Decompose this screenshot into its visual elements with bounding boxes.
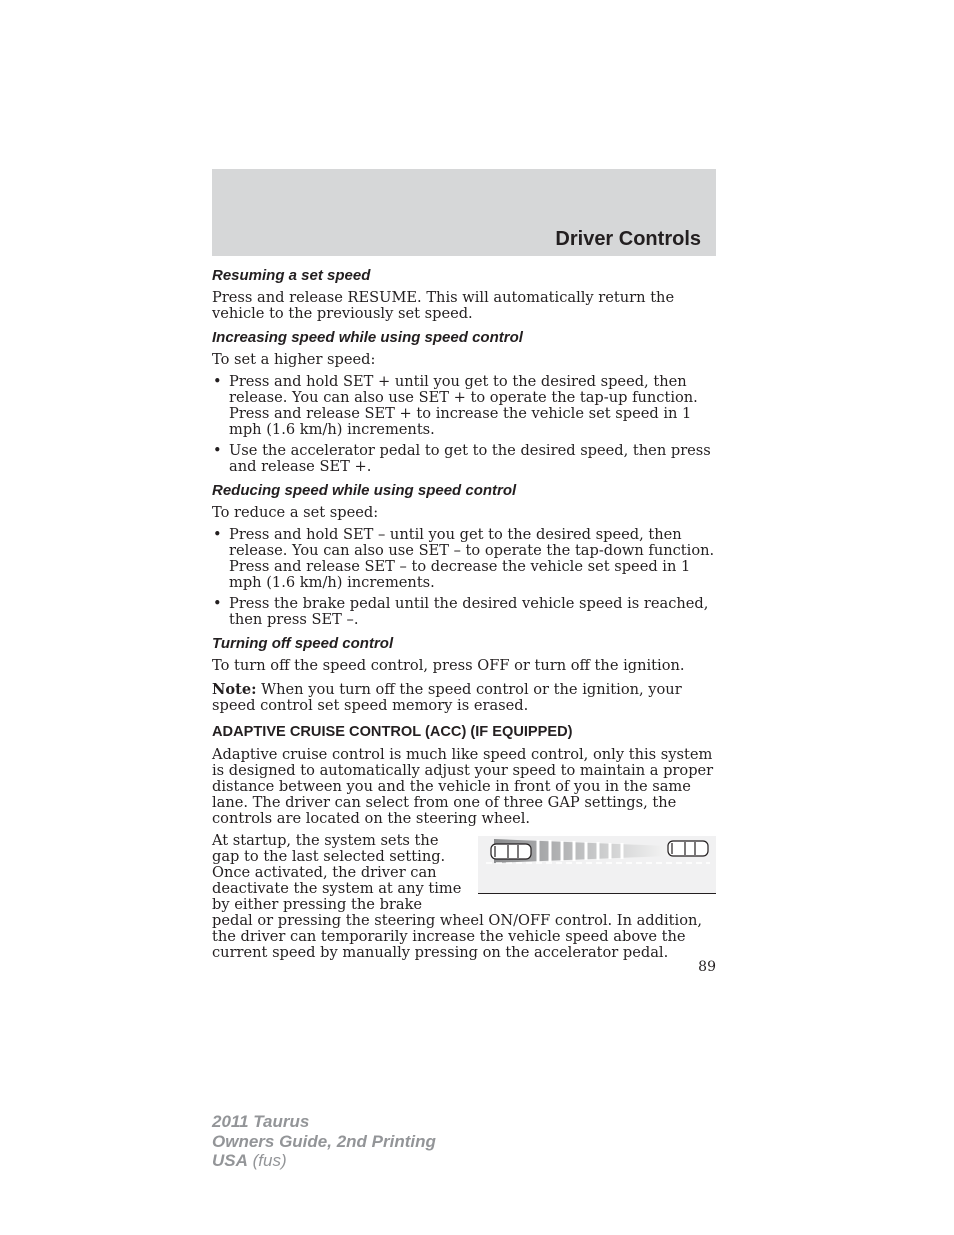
footer-publication-info [212, 1112, 436, 1171]
note-paragraph [212, 682, 716, 714]
chapter-title: Driver Controls [555, 228, 701, 250]
paragraph-resuming: Press and release RESUME. This will automatically return the vehicle to the previously set speed. [212, 289, 675, 322]
list-reducing [212, 527, 716, 628]
paragraph-turning-off: To turn off the speed control, press OFF or turn off the ignition. [212, 657, 685, 674]
chapter-header-band [212, 169, 716, 256]
page-content [212, 266, 716, 967]
paragraph-acc-startup: At startup, the system sets the gap to the last selected setting. Once activated, the driver can deactivate the system at any time by either pressing the brake pedal or pressing the steering wheel ON/OFF control. In addition, the driver can temporarily increase the vehicle speed above the current speed by manually pressing on the accelerator pedal. [212, 832, 703, 961]
heading-reducing: Reducing speed while using speed control [212, 482, 517, 499]
list-item: • Press and hold SET + until you get to the desired speed, then release. You can also use SET + to operate the tap-up function. Press and release SET + to increase the vehicle set speed in 1 mph (1.6 km/h) increments. [212, 374, 716, 438]
acc-gap-diagram [478, 836, 716, 893]
lead-car-icon [668, 841, 708, 856]
footer-model: 2011 Taurus [212, 1112, 310, 1131]
footer-region [212, 1151, 436, 1171]
list-item: • Use the accelerator pedal to get to the desired speed, then press and release SET +. [212, 443, 716, 475]
note-label: Note: [212, 681, 257, 698]
heading-increasing: Increasing speed while using speed control [212, 329, 523, 346]
car-icon [491, 844, 531, 859]
footer-region-code: (fus) [247, 1151, 287, 1170]
list-item: • Press and hold SET – until you get to the desired speed, then release. You can also use SET – to operate the tap-down function. Press and release SET – to decrease the vehicle set speed in 1 mph (1.6 km/h) increments. [212, 527, 716, 591]
footer-guide-title: Owners Guide, 2nd Printing [212, 1131, 436, 1151]
list-item: • Press the brake pedal until the desired vehicle speed is reached, then press SET –. [212, 596, 716, 628]
paragraph-reducing-intro: To reduce a set speed: [212, 504, 379, 521]
note-text: When you turn off the speed control or the ignition, your speed control set speed memory is erased. [212, 681, 682, 714]
heading-acc: ADAPTIVE CRUISE CONTROL (ACC) (IF EQUIPPED) [212, 724, 573, 740]
page-number: 89 [698, 959, 716, 975]
list-increasing [212, 374, 716, 475]
acc-gap-illustration [478, 836, 716, 894]
heading-resuming: Resuming a set speed [212, 267, 371, 284]
paragraph-acc-intro: Adaptive cruise control is much like speed control, only this system is designed to automatically adjust your speed to maintain a proper distance between you and the vehicle in front of you in the same lane. The driver can select from one of three GAP settings, the controls are located on the steering wheel. [212, 746, 714, 827]
paragraph-increasing-intro: To set a higher speed: [212, 351, 376, 368]
heading-turning-off: Turning off speed control [212, 635, 394, 652]
footer-region-name: USA [212, 1151, 248, 1170]
